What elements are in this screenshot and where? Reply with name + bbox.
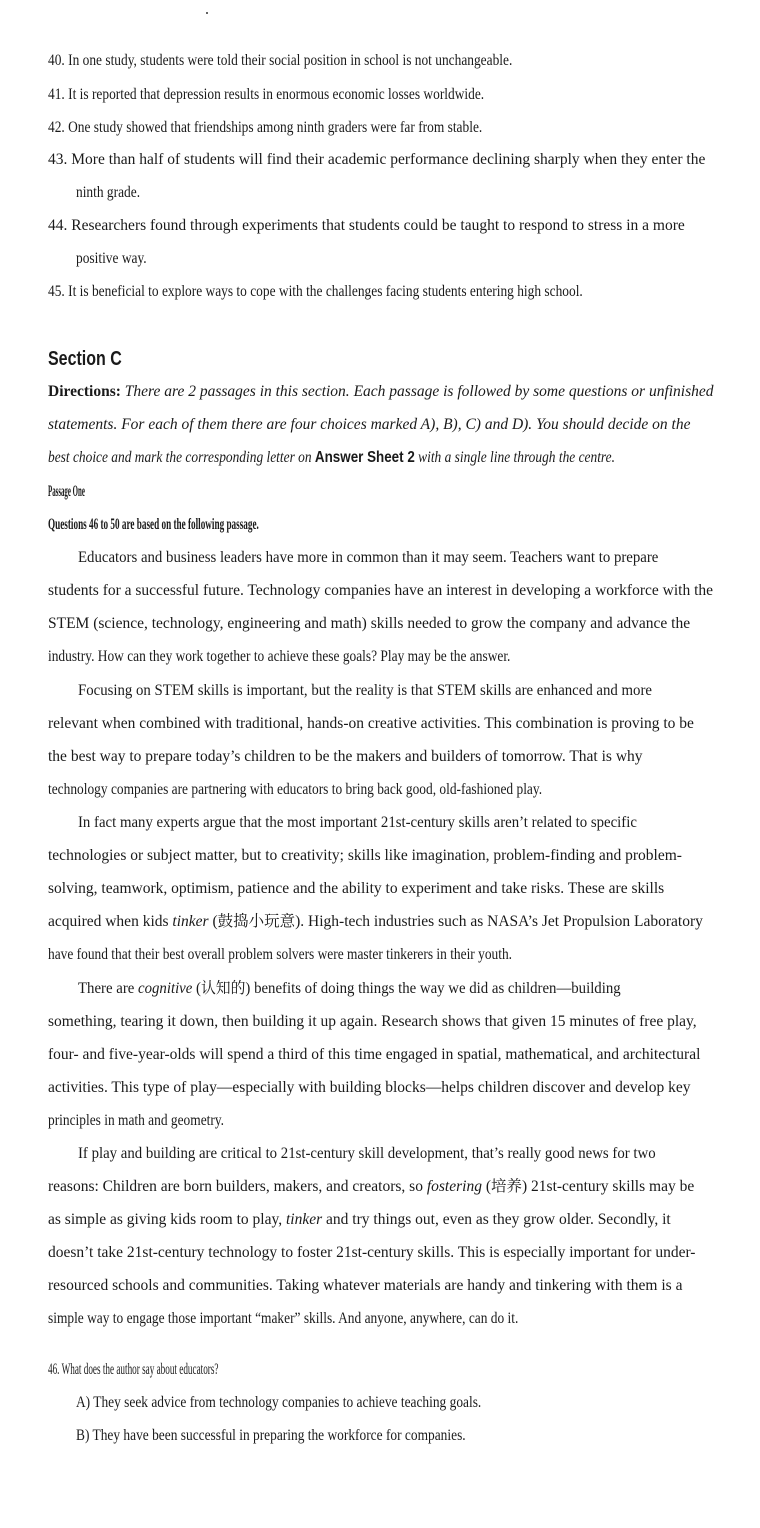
- line-text: STEM (science, technology, engineering and math) skills needed to grow the company and advance the: [48, 615, 691, 632]
- paragraph-5-line: [48, 1212, 724, 1228]
- option-text: B) They have been successful in preparing the workforce for companies.: [76, 1427, 466, 1444]
- paragraph-4-line: [48, 1047, 724, 1063]
- directions-line: [48, 450, 633, 466]
- statement-text: One study showed that friendships among ninth graders were far from stable.: [68, 119, 483, 136]
- stray-dot: [206, 12, 208, 14]
- statement-42-line: [48, 120, 633, 136]
- paragraph-2-line: [78, 683, 724, 699]
- paragraph-3-line: [48, 947, 633, 963]
- statement-45-line: [48, 284, 633, 300]
- paragraph-3-line: [48, 914, 724, 930]
- statement-text: ninth grade.: [76, 184, 141, 201]
- line-text: something, tearing it down, then building it up again. Research shows that given 15 minutes of free play,: [48, 1013, 697, 1030]
- statement-text: It is reported that depression results in enormous economic losses worldwide.: [68, 86, 485, 103]
- statement-number: 43.: [48, 151, 72, 168]
- statement-40-line: [48, 53, 633, 69]
- line-text: technologies or subject matter, but to creativity; skills like imagination, problem-finding and problem-: [48, 847, 682, 864]
- line-text: reasons: Children are born builders, makers, and creators, so fostering (培养) 21st-century skills may be: [48, 1178, 695, 1195]
- paragraph-1-line: [48, 616, 724, 632]
- paragraph-5-line: [48, 1311, 633, 1327]
- line-text: students for a successful future. Technology companies have an interest in developing a workforce with the: [48, 582, 714, 599]
- answer-option: [76, 1428, 661, 1444]
- statement-44-line: [76, 251, 661, 267]
- line-text: There are cognitive (认知的) benefits of doing things the way we did as children—building: [78, 980, 621, 997]
- statement-43-line: [48, 152, 724, 168]
- statement-text: More than half of students will find their academic performance declining sharply when they enter the: [71, 151, 706, 168]
- directions-text: with a single line through the centre.: [414, 449, 615, 466]
- paragraph-1-line: [48, 583, 724, 599]
- paragraph-3-line: [48, 881, 724, 897]
- line-text: solving, teamwork, optimism, patience and the ability to experiment and take risks. These are skills: [48, 880, 665, 897]
- paragraph-4-line: [48, 1014, 724, 1030]
- paragraph-1-line: [78, 550, 724, 566]
- paragraph-3-line: [78, 815, 724, 831]
- passage-intro-text: Questions 46 to 50 are based on the following passage.: [48, 516, 259, 533]
- line-text: technology companies are partnering with educators to bring back good, old-fashioned play.: [48, 781, 543, 798]
- paragraph-2-line: [48, 782, 633, 798]
- line-text: principles in math and geometry.: [48, 1112, 225, 1129]
- line-text: as simple as giving kids room to play, tinker and try things out, even as they grow older. Secondly, it: [48, 1211, 671, 1228]
- statement-number: 45.: [48, 283, 69, 300]
- paragraph-5-line: [78, 1146, 724, 1162]
- paragraph-2-line: [48, 749, 724, 765]
- paragraph-5-line: [48, 1179, 724, 1195]
- line-text: activities. This type of play—especially with building blocks—helps children discover and develop key: [48, 1079, 691, 1096]
- statement-text: It is beneficial to explore ways to cope with the challenges facing students entering high school.: [68, 283, 583, 300]
- paragraph-4-line: [48, 1113, 633, 1129]
- statement-text: In one study, students were told their social position in school is not unchangeable.: [68, 52, 513, 69]
- paragraph-2-line: [48, 716, 724, 732]
- line-text: In fact many experts argue that the most important 21st-century skills aren’t related to specific: [78, 814, 637, 831]
- line-text: the best way to prepare today’s children to be the makers and builders of tomorrow. That is why: [48, 748, 643, 765]
- line-text: four- and five-year-olds will spend a third of this time engaged in spatial, mathematical, and architectural: [48, 1046, 701, 1063]
- question-text: What does the author say about educators?: [61, 1361, 219, 1378]
- line-text: acquired when kids tinker (鼓捣小玩意). High-tech industries such as NASA’s Jet Propulsion Laboratory: [48, 913, 703, 930]
- line-text: have found that their best overall problem solvers were master tinkerers in their youth.: [48, 946, 513, 963]
- line-text: relevant when combined with traditional, hands-on creative activities. This combination is proving to be: [48, 715, 694, 732]
- directions-text: There are 2 passages in this section. Each passage is followed by some questions or unfinished: [124, 383, 714, 400]
- paragraph-1-line: [48, 649, 633, 665]
- statement-text: Researchers found through experiments that students could be taught to respond to stress in a more: [71, 217, 685, 234]
- answer-sheet-label: Answer Sheet 2: [314, 449, 415, 466]
- line-text: industry. How can they work together to achieve these goals? Play may be the answer.: [48, 648, 511, 665]
- section-title: Section C: [48, 348, 122, 370]
- line-text: Educators and business leaders have more in common than it may seem. Teachers want to prepare: [78, 549, 659, 566]
- line-text: Focusing on STEM skills is important, but the reality is that STEM skills are enhanced and more: [78, 682, 652, 699]
- passage-intro: [48, 517, 448, 533]
- paragraph-4-line: [48, 1080, 724, 1096]
- paragraph-5-line: [48, 1245, 724, 1261]
- directions-label: Directions:: [48, 383, 125, 400]
- statement-text: positive way.: [76, 250, 147, 267]
- statement-44-line: [48, 218, 724, 234]
- paragraph-3-line: [48, 848, 724, 864]
- line-text: doesn’t take 21st-century technology to foster 21st-century skills. This is especially important for under-: [48, 1244, 696, 1261]
- directions-line: [48, 417, 724, 433]
- statement-number: 44.: [48, 217, 72, 234]
- statement-43-line: [76, 185, 661, 201]
- paragraph-4-line: [78, 981, 724, 997]
- directions-text: best choice and mark the corresponding letter on: [48, 449, 315, 466]
- line-text: simple way to engage those important “maker” skills. And anyone, anywhere, can do it.: [48, 1310, 519, 1327]
- line-text: If play and building are critical to 21st-century skill development, that’s really good news for two: [78, 1145, 656, 1162]
- passage-label: [48, 484, 348, 500]
- option-text: A) They seek advice from technology companies to achieve teaching goals.: [76, 1394, 482, 1411]
- answer-option: [76, 1395, 661, 1411]
- statement-number: 40.: [48, 52, 69, 69]
- paragraph-5-line: [48, 1278, 724, 1294]
- question-number: 46.: [48, 1361, 62, 1378]
- question-46: [48, 1362, 448, 1378]
- directions-line: [48, 384, 724, 400]
- statement-41-line: [48, 87, 633, 103]
- passage-label-text: Passage One: [48, 483, 85, 500]
- statement-number: 41.: [48, 86, 69, 103]
- directions-text: statements. For each of them there are four choices marked A), B), C) and D). You should decide on the: [48, 416, 691, 433]
- statement-number: 42.: [48, 119, 69, 136]
- line-text: resourced schools and communities. Taking whatever materials are handy and tinkering with them is a: [48, 1277, 683, 1294]
